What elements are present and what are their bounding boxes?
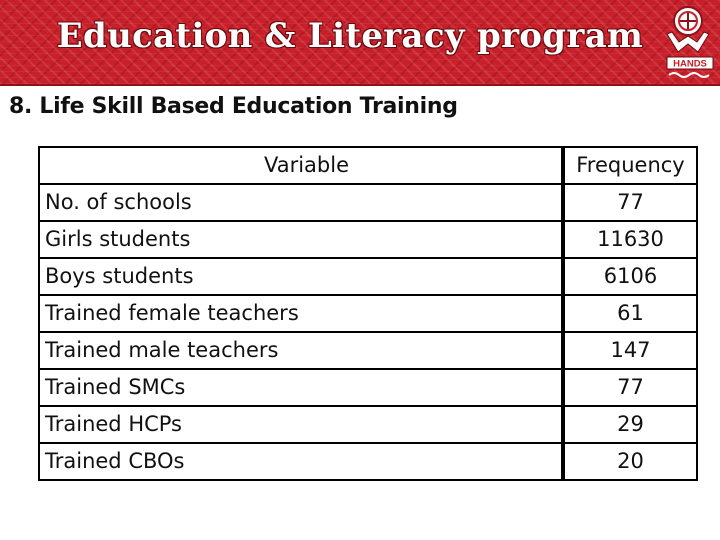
table-row — [564, 443, 697, 480]
frequency-cell: 147 — [564, 332, 697, 369]
frequency-cell: 77 — [564, 369, 697, 406]
table-row — [39, 332, 562, 369]
table-row — [564, 332, 697, 369]
variable-cell: Girls students — [39, 221, 562, 258]
table-row — [39, 406, 562, 443]
frequency-table — [563, 146, 698, 481]
section-heading: 8. Life Skill Based Education Training — [9, 94, 458, 119]
banner-title: Education & Literacy program — [56, 16, 644, 56]
variable-cell: Trained female teachers — [39, 295, 562, 332]
variable-header: Variable — [39, 147, 562, 184]
variable-cell: Trained HCPs — [39, 406, 562, 443]
frequency-cell: 77 — [564, 184, 697, 221]
frequency-cell: 11630 — [564, 221, 697, 258]
hands-logo — [664, 4, 716, 82]
table-row — [39, 258, 562, 295]
logo-text: HANDS — [673, 58, 707, 70]
variable-cell: Trained male teachers — [39, 332, 562, 369]
variable-cell: Trained CBOs — [39, 443, 562, 480]
table-row — [39, 443, 562, 480]
table-row — [564, 258, 697, 295]
variable-cell: Trained SMCs — [39, 369, 562, 406]
table-row — [564, 184, 697, 221]
table-row — [564, 369, 697, 406]
table-row — [39, 369, 562, 406]
frequency-cell: 20 — [564, 443, 697, 480]
table-row — [39, 184, 562, 221]
title-banner — [0, 0, 720, 86]
frequency-cell: 29 — [564, 406, 697, 443]
frequency-header: Frequency — [564, 147, 697, 184]
table-header-row — [39, 147, 562, 184]
variable-cell: No. of schools — [39, 184, 562, 221]
variable-cell: Boys students — [39, 258, 562, 295]
table-row — [564, 295, 697, 332]
variable-table — [38, 146, 563, 481]
table-row — [564, 221, 697, 258]
table-header-row — [564, 147, 697, 184]
frequency-cell: 61 — [564, 295, 697, 332]
frequency-cell: 6106 — [564, 258, 697, 295]
table-row — [39, 221, 562, 258]
table-row — [564, 406, 697, 443]
table-row — [39, 295, 562, 332]
